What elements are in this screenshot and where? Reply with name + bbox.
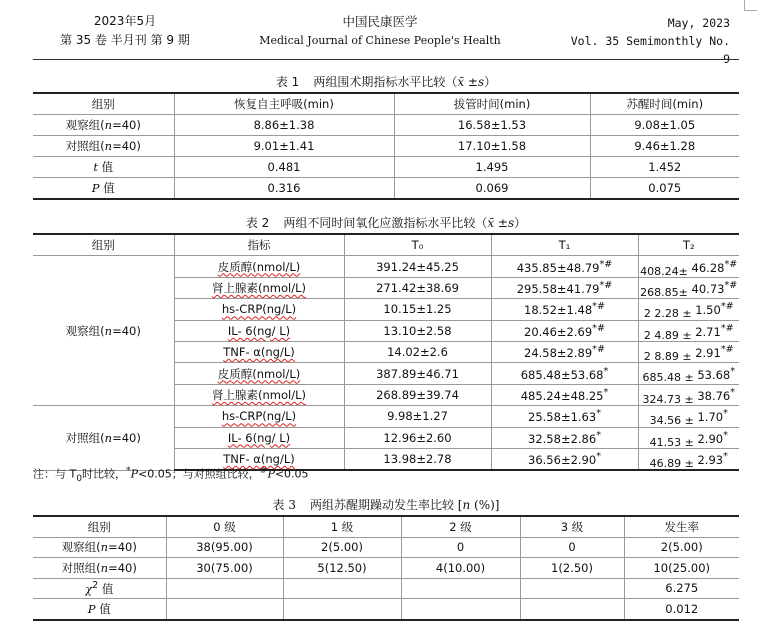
table3-caption-end: (%)] (470, 498, 500, 512)
table1-caption (33, 73, 739, 90)
table-cell (401, 578, 520, 599)
table3-header-cell: 3 级 (520, 516, 624, 537)
table-cell (283, 578, 401, 599)
table-cell: 268.89±39.74 (344, 384, 491, 405)
indicator-cell: hs-CRP(ng/L) (174, 406, 344, 427)
table-cell: 32.58±2.86* (491, 427, 638, 448)
table1-caption-text: 两组围术期指标水平比较（ (313, 75, 458, 89)
table-cell: 295.58±41.79*# (491, 277, 638, 298)
table-row (33, 599, 739, 620)
table-cell: 1.495 (394, 157, 590, 178)
table3 (33, 515, 739, 621)
table-cell: 18.52±1.48*# (491, 299, 638, 320)
table3-header-cell: 2 级 (401, 516, 520, 537)
table-cell: 46.89 ± 2.93* (638, 448, 739, 470)
row-label: $\chi^2$ 值 (33, 578, 166, 599)
table-cell: 13.10±2.58 (344, 320, 491, 341)
table-cell: 12.96±2.60 (344, 427, 491, 448)
table3-caption-stat: n (462, 498, 471, 512)
table-cell: 34.56 ± 1.70* (638, 406, 739, 427)
table-row (33, 537, 739, 558)
table-cell: 324.73 ± 38.76* (638, 384, 739, 405)
table-cell: 387.89±46.71 (344, 363, 491, 384)
table3-caption-text: 两组苏醒期躁动发生率比较 [ (309, 498, 463, 512)
table-cell: 25.58±1.63* (491, 406, 638, 427)
row-label: 观察组(n=40) (33, 537, 166, 558)
journal-title-en: Medical Journal of Chinese People's Health (259, 34, 501, 47)
table-cell: 391.24±45.25 (344, 256, 491, 277)
table-cell: 0.481 (174, 157, 394, 178)
table-cell: 30(75.00) (166, 558, 283, 579)
table2-header-cell: 指标 (174, 234, 344, 256)
table-cell: 41.53 ± 2.90* (638, 427, 739, 448)
table-cell: 271.42±38.69 (344, 277, 491, 298)
table1-header-cell: 组别 (33, 93, 174, 115)
table1-caption-number: 表 1 (275, 75, 300, 89)
table2-footnote: 注：与 $T_0$时比较，*P<0.05；与对照组比较，#P<0.05 (33, 465, 309, 484)
table1-header-cell: 拔管时间(min) (394, 93, 590, 115)
table-cell: 0.012 (624, 599, 739, 620)
table-cell: 38(95.00) (166, 537, 283, 558)
row-label: 对照组(n=40) (33, 558, 166, 579)
table3-header-cell: 组别 (33, 516, 166, 537)
table3-caption-number: 表 3 (272, 498, 296, 512)
table-cell: 2 4.89 ± 2.71*# (638, 320, 739, 341)
table-row (33, 578, 739, 599)
header-left (40, 12, 210, 50)
table3-header-cell: 1 级 (283, 516, 401, 537)
table2-header-cell: 组别 (33, 234, 174, 256)
table-cell (520, 578, 624, 599)
table-cell: 2 8.89 ± 2.91*# (638, 341, 739, 362)
table-cell: 485.24±48.25* (491, 384, 638, 405)
table2-caption-end: ） (514, 216, 527, 230)
table-cell (520, 599, 624, 620)
table-cell (166, 578, 283, 599)
row-label: P 值 (33, 599, 166, 620)
table2 (33, 233, 739, 471)
table-row (33, 256, 739, 277)
header-rule (33, 59, 739, 60)
table-cell: 0.316 (174, 178, 394, 200)
row-label: P 值 (33, 178, 174, 200)
table-cell: 5(12.50) (283, 558, 401, 579)
indicator-cell: TNF- α(ng/L) (174, 448, 344, 470)
table-cell: 268.85± 40.73*# (638, 277, 739, 298)
header-date-en: May, 2023 (667, 16, 730, 30)
table-row (33, 178, 739, 200)
table-row (33, 136, 739, 157)
table1-header-cell: 恢复自主呼吸(min) (174, 93, 394, 115)
table3-header-cell: 0 级 (166, 516, 283, 537)
table-cell: 24.58±2.89*# (491, 341, 638, 362)
table-cell: 10(25.00) (624, 558, 739, 579)
table-cell: 14.02±2.6 (344, 341, 491, 362)
table-cell: 2(5.00) (283, 537, 401, 558)
indicator-cell: 肾上腺素(nmol/L) (174, 384, 344, 405)
table-cell: 17.10±1.58 (394, 136, 590, 157)
table2-caption-stat: x̄ ±s (487, 216, 515, 230)
table-cell (401, 599, 520, 620)
table-cell: 20.46±2.69*# (491, 320, 638, 341)
table1 (33, 92, 739, 200)
header-volume-en: Vol. 35 Semimonthly No. 9 (570, 34, 730, 66)
table2-header-cell: T₀ (344, 234, 491, 256)
table-cell: 4(10.00) (401, 558, 520, 579)
table-row (33, 115, 739, 136)
table-cell: 2 2.28 ± 1.50*# (638, 299, 739, 320)
table-cell: 36.56±2.90* (491, 448, 638, 470)
row-label: 观察组(n=40) (33, 115, 174, 136)
table-cell (283, 599, 401, 620)
table2-caption-number: 表 2 (245, 216, 270, 230)
table-cell: 8.86±1.38 (174, 115, 394, 136)
table2-caption (33, 214, 739, 231)
indicator-cell: hs-CRP(ng/L) (174, 299, 344, 320)
table1-caption-end: ） (484, 75, 497, 89)
table-cell: 10.15±1.25 (344, 299, 491, 320)
table-cell: 6.275 (624, 578, 739, 599)
indicator-cell: TNF- α(ng/L) (174, 341, 344, 362)
table2-header-cell: T₁ (491, 234, 638, 256)
table-cell: 408.24± 46.28*# (638, 256, 739, 277)
table-cell: 0.069 (394, 178, 590, 200)
table-cell: 1(2.50) (520, 558, 624, 579)
table-cell: 0 (401, 537, 520, 558)
table-cell: 9.01±1.41 (174, 136, 394, 157)
table-row (33, 558, 739, 579)
table-cell: 0.075 (590, 178, 739, 200)
table3-header-row (33, 516, 739, 537)
table-row (33, 157, 739, 178)
indicator-cell: 皮质醇(nmol/L) (174, 363, 344, 384)
table-cell: 2(5.00) (624, 537, 739, 558)
table-cell (166, 599, 283, 620)
indicator-cell: 肾上腺素(nmol/L) (174, 277, 344, 298)
table-row (33, 406, 739, 427)
journal-title-cn: 中国民康医学 (342, 14, 418, 29)
table-cell: 9.08±1.05 (590, 115, 739, 136)
table3-header-cell: 发生率 (624, 516, 739, 537)
group-label-control: 对照组(n=40) (33, 406, 174, 471)
indicator-cell: IL- 6(ng/ L) (174, 320, 344, 341)
indicator-cell: 皮质醇(nmol/L) (174, 256, 344, 277)
table2-header-cell: T₂ (638, 234, 739, 256)
table-cell: 9.46±1.28 (590, 136, 739, 157)
table-cell: 1.452 (590, 157, 739, 178)
table-cell: 9.98±1.27 (344, 406, 491, 427)
page-corner-mark (744, 0, 757, 11)
row-label: t 值 (33, 157, 174, 178)
table2-header-row (33, 234, 739, 256)
table-cell: 685.48±53.68* (491, 363, 638, 384)
group-label-observation: 观察组(n=40) (33, 256, 174, 406)
table1-header-cell: 苏醒时间(min) (590, 93, 739, 115)
row-label: 对照组(n=40) (33, 136, 174, 157)
table-cell: 685.48 ± 53.68* (638, 363, 739, 384)
table-cell: 0 (520, 537, 624, 558)
table-cell: 16.58±1.53 (394, 115, 590, 136)
table1-header-row (33, 93, 739, 115)
header-volume: 第 35 卷 半月刊 第 9 期 (60, 33, 190, 47)
table3-caption (33, 496, 739, 513)
table-cell: 435.85±48.79*# (491, 256, 638, 277)
indicator-cell: IL- 6(ng/ L) (174, 427, 344, 448)
header-date: 2023年5月 (93, 14, 157, 28)
table2-caption-text: 两组不同时间氧化应激指标水平比较（ (283, 216, 488, 230)
header-center (255, 12, 505, 50)
table1-caption-stat: x̄ ±s (457, 75, 485, 89)
table-cell: 13.98±2.78 (344, 448, 491, 470)
